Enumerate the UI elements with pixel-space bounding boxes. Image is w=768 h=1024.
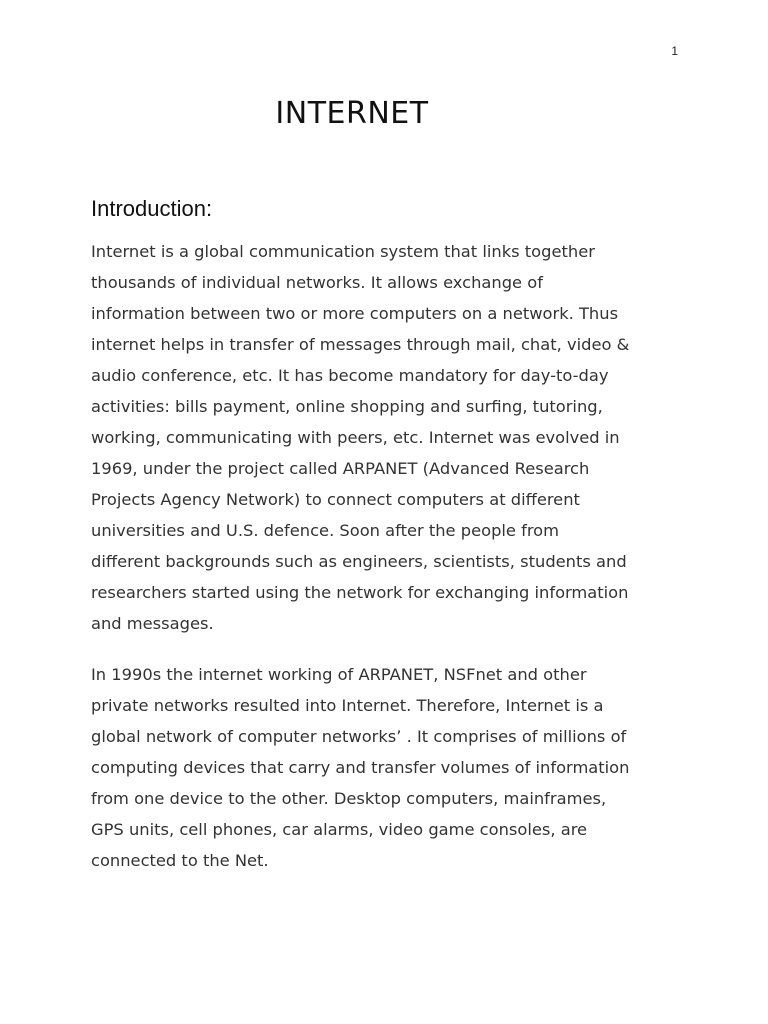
paragraph-2: In 1990s the internet working of ARPANET, NSFnet and other private networks resulted into Internet. Therefore, Internet is a global network of computer networks’ . It comprises of millions of computing devices that carry and transfer volumes of information from one device to the other. Desktop computers, mainframes, GPS units, cell phones, car alarms, video game consoles, are connected to the Net. [91,665,630,870]
section-heading-introduction: Introduction: [91,196,213,221]
paragraph-1: Internet is a global communication system that links together thousands of individual networks. It allows exchange of information between two or more computers on a network. Thus internet helps in transfer of messages through mail, chat, video & audio conference, etc. It has become mandatory for day-to-day activities: bills payment, online shopping and surfing, tutoring, working, communicating with peers, etc. Internet was evolved in 1969, under the project called ARPANET (Advanced Research Projects Agency Network) to connect computers at different universities and U.S. defence. Soon after the people from different backgrounds such as engineers, scientists, students and researchers started using the network for exchanging information and messages. [91,242,630,633]
document-title: INTERNET [275,96,429,131]
page-number: 1 [671,44,678,58]
